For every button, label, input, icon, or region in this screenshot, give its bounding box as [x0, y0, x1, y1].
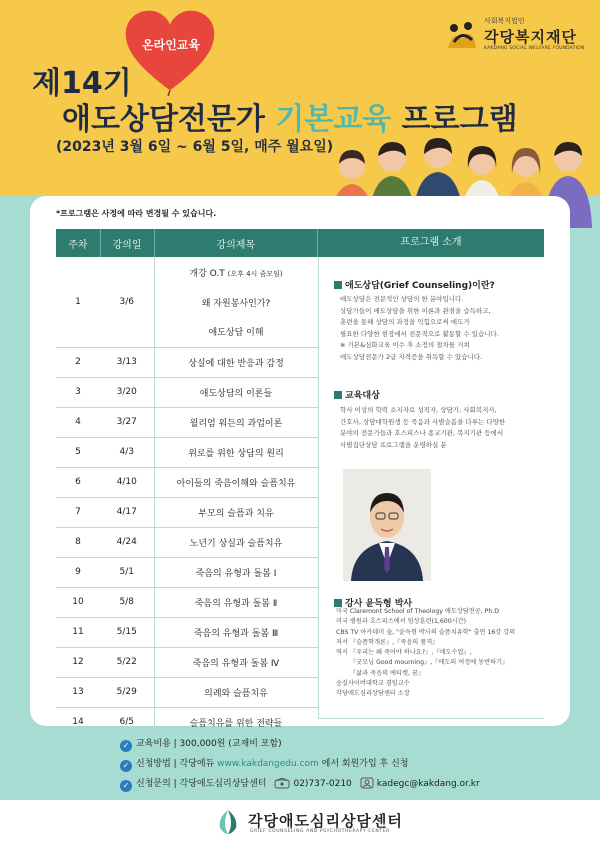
week-cell: 14 — [56, 707, 100, 737]
foundation-type: 사회복지법인 — [484, 17, 525, 25]
square-bullet-icon — [334, 281, 342, 289]
contact-text: 신청문의 | 각당애도심리상담센터 — [136, 779, 267, 789]
week-cell: 4 — [56, 407, 100, 437]
section-title: 강사 윤득형 박사 — [345, 599, 413, 609]
text-line: 애도상담전문가 2급 자격증을 취득할 수 있습니다. — [340, 352, 483, 361]
foundation-logo — [444, 14, 594, 54]
header-week: 주차 — [56, 229, 100, 257]
program-dates: (2023년 3월 6일 ~ 6월 5일, 매주 월요일) — [56, 139, 334, 155]
date-cell: 4/10 — [100, 467, 154, 497]
table-row — [56, 437, 318, 467]
title-cell: 애도상담 이해 — [154, 317, 318, 347]
text-line: 학사 이상의 학력 소지자로 성직자, 상담가, 사회복지사, — [340, 406, 497, 414]
text-line: 저서 『슬픔학개론』,『죽음의 품격』 — [336, 638, 439, 646]
title-cell: 윌리엄 워든의 과업이론 — [154, 407, 318, 437]
date-cell: 4/24 — [100, 527, 154, 557]
apply-text: 신청방법 | 각당에듀 — [136, 759, 218, 769]
text-line: 미국 병원과 호스피스에서 임상훈련(1,600시간) — [336, 618, 467, 626]
text-line: 애도상담은 전문적인 상담의 한 분야입니다. — [340, 295, 464, 303]
text-line: 사별집단상담 프로그램을 운영하실 분 — [340, 440, 447, 449]
table-row — [56, 557, 318, 587]
instructor-portrait — [343, 469, 431, 581]
table-row — [56, 257, 318, 287]
text-line: 숭실사이버대학교 겸임교수 — [336, 680, 410, 688]
text-line: 간호사, 상담대학원생 등 죽음과 사별슬픔을 다루는 다양한 — [340, 417, 506, 426]
title-cell: 노년기 상실과 슬픔치유 — [154, 527, 318, 557]
title-cell: 죽음의 유형과 돌봄 Ⅱ — [154, 587, 318, 617]
week-cell: 5 — [56, 437, 100, 467]
title-cell — [154, 257, 318, 287]
week-cell: 1 — [56, 257, 100, 347]
week-cell: 13 — [56, 677, 100, 707]
section-title: 애도상담(Grief Counseling)이란? — [345, 281, 495, 291]
title-cell: 왜 자원봉사인가? — [154, 287, 318, 317]
table-row — [56, 497, 318, 527]
table-row — [56, 467, 318, 497]
date-cell: 5/15 — [100, 617, 154, 647]
title-cell: 상실에 대한 반응과 감정 — [154, 347, 318, 377]
section-target-audience — [334, 388, 380, 401]
phone-icon — [274, 777, 290, 789]
program-title-part1: 애도상담전문가 — [62, 102, 276, 137]
square-bullet-icon — [334, 599, 342, 607]
week-cell: 7 — [56, 497, 100, 527]
fee-text: 교육비용 | 300,000원 (교재비 포함) — [136, 739, 282, 749]
section-grief-counseling — [334, 278, 495, 291]
table-row — [56, 347, 318, 377]
table-row — [56, 707, 318, 737]
apply-text-suffix: 에서 회원가입 후 신청 — [318, 759, 409, 769]
week-cell: 11 — [56, 617, 100, 647]
title-cell: 의례와 슬픔치유 — [154, 677, 318, 707]
date-cell: 4/3 — [100, 437, 154, 467]
check-icon: ✓ — [120, 740, 132, 752]
text-line: 각당애도심리상담센터 소장 — [336, 690, 410, 698]
header-date: 강의일 — [100, 229, 154, 257]
text-line: 『굿모닝 Good mourning』,『애도의 여정에 동반하기』 — [350, 659, 509, 667]
title-cell: 부모의 슬픔과 치유 — [154, 497, 318, 527]
cohort-title: 제14기 — [32, 66, 132, 101]
mail-icon — [360, 777, 374, 789]
header-title: 강의제목 — [154, 229, 318, 257]
date-cell: 3/6 — [100, 257, 154, 347]
contact-info — [120, 776, 480, 792]
square-bullet-icon — [334, 391, 342, 399]
date-cell: 6/5 — [100, 707, 154, 737]
table-header-row — [56, 229, 318, 257]
date-cell: 3/13 — [100, 347, 154, 377]
date-cell: 5/1 — [100, 557, 154, 587]
header-intro: 프로그램 소개 — [318, 229, 544, 257]
instructor-bio-text — [336, 607, 542, 700]
apply-info — [120, 756, 408, 772]
date-cell: 4/17 — [100, 497, 154, 527]
text-line: 역서 『우리는 왜 죽어야 하나요?』,『애도수업』, — [336, 649, 472, 657]
grief-counseling-text — [340, 294, 540, 363]
program-title-part3: 프로그램 — [391, 102, 518, 137]
title-cell: 애도상담의 이론들 — [154, 377, 318, 407]
check-icon: ✓ — [120, 760, 132, 772]
text-line: 상담가들이 애도상담을 위한 이론과 관점을 습득하고, — [340, 306, 491, 315]
text-line: CBS TV 아카데미 숲, "윤득형 박사의 슬픔치유학" 출연 16강 강의 — [336, 628, 516, 636]
text-line: 『삶과 죽음의 에티켓, 꿈』 — [350, 669, 425, 677]
text-line: 분야의 전문가들과 호스피스나 종교기관, 복지기관 등에서 — [340, 429, 504, 437]
date-cell: 5/29 — [100, 677, 154, 707]
title-cell: 죽음의 유형과 돌봄 Ⅲ — [154, 617, 318, 647]
target-audience-text — [340, 405, 540, 451]
week-cell: 3 — [56, 377, 100, 407]
text-line: ※ 기본&심화교육 이수 후 소정의 절차를 거쳐 — [340, 341, 470, 349]
title-cell: 아이들의 죽음이해와 슬픔치유 — [154, 467, 318, 497]
text-line: 필요한 다양한 현장에서 전문적으로 활동할 수 있습니다. — [340, 329, 499, 338]
center-name: 각당애도심리상담센터 — [248, 812, 403, 830]
table-row — [56, 677, 318, 707]
phone-number[interactable]: 02)737-0210 — [293, 779, 352, 789]
table-row — [56, 527, 318, 557]
text-line: 미국 Claremont School of Theology 애도상담전공, Ph.D — [336, 608, 500, 615]
date-cell: 3/20 — [100, 377, 154, 407]
program-title-highlight: 기본교육 — [275, 102, 392, 137]
title-cell: 슬픔치유를 위한 전략들 — [154, 707, 318, 737]
schedule-table — [56, 229, 318, 738]
table-row — [56, 647, 318, 677]
title-text: 개강 O.T — [189, 268, 225, 279]
foundation-english-name: KAKDANG SOCIAL WELFARE FOUNDATION — [484, 46, 585, 51]
table-row — [56, 617, 318, 647]
foundation-name: 각당복지재단 — [484, 28, 577, 46]
date-cell: 5/8 — [100, 587, 154, 617]
center-english-name: GRIEF COUNSELING AND PSYCHOTHERAPY CENTER — [250, 829, 390, 834]
table-row — [56, 377, 318, 407]
table-row — [56, 407, 318, 437]
date-cell: 5/22 — [100, 647, 154, 677]
title-cell: 죽음의 유형과 돌봄 Ⅳ — [154, 647, 318, 677]
title-cell: 죽음의 유형과 돌봄 Ⅰ — [154, 557, 318, 587]
check-icon: ✓ — [120, 780, 132, 792]
email-address[interactable]: kadegc@kakdang.or.kr — [376, 779, 480, 789]
fee-info — [120, 736, 282, 752]
week-cell: 8 — [56, 527, 100, 557]
center-logo-icon — [214, 808, 242, 836]
title-note: (오후 4시 줌모임) — [227, 269, 283, 278]
date-cell: 3/27 — [100, 407, 154, 437]
table-row — [56, 587, 318, 617]
foundation-logo-icon — [444, 18, 480, 52]
apply-website-link[interactable]: www.kakdangedu.com — [217, 759, 319, 769]
online-education-badge: 온라인교육 — [142, 38, 200, 52]
week-cell: 10 — [56, 587, 100, 617]
change-notice: *프로그램은 사정에 따라 변경될 수 있습니다. — [56, 209, 217, 218]
week-cell: 2 — [56, 347, 100, 377]
title-cell: 위로를 위한 상담의 원리 — [154, 437, 318, 467]
week-cell: 6 — [56, 467, 100, 497]
text-line: 훈련을 통해 상담의 과정을 익힘으로써 애도가 — [340, 318, 470, 326]
week-cell: 9 — [56, 557, 100, 587]
section-title: 교육대상 — [345, 391, 380, 401]
instructor-photo — [343, 469, 431, 581]
week-cell: 12 — [56, 647, 100, 677]
